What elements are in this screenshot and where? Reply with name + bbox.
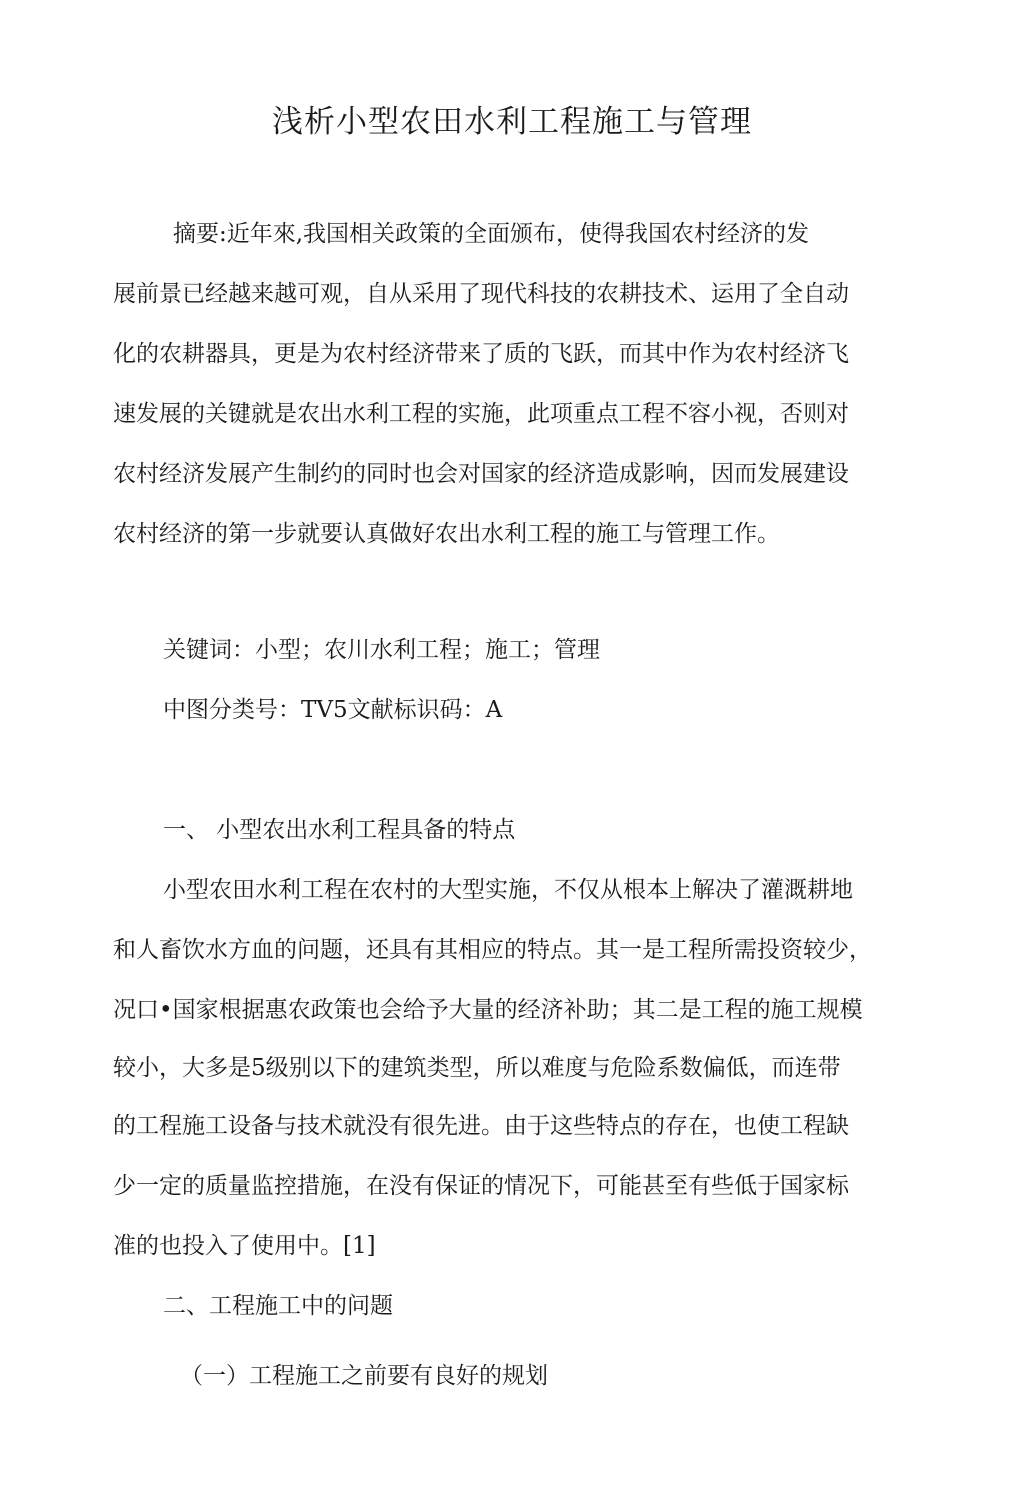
abstract-line: 农村经济发展产生制约的同时也会对国家的经济造成影响，因而发展建设 (113, 461, 849, 487)
body-line: 少一定的质量监控措施，在没有保证的情况下，可能甚至有些低于国家标 (113, 1173, 849, 1199)
subsection-heading: （一）工程施工之前要有良好的规划 (180, 1363, 548, 1389)
body-line: 的工程施工设备与技术就没有很先进。由于这些特点的存在，也使工程缺 (113, 1113, 849, 1139)
body-line: 小型农田水利工程在农村的大型实施，不仅从根本上解决了灌溉耕地 (163, 877, 853, 903)
abstract-line: 速发展的关键就是农出水利工程的实施，此项重点工程不容小视，否则对 (113, 401, 849, 427)
section-heading: 一、 小型农出水利工程具备的特点 (163, 817, 516, 843)
section-heading: 二、工程施工中的问题 (163, 1293, 393, 1319)
body-line: 较小，大多是5级别以下的建筑类型，所以难度与危险系数偏低，而连带 (113, 1055, 841, 1081)
body-line: 和人畜饮水方血的问题，还具有其相应的特点。其一是工程所需投资较少， (113, 937, 872, 963)
abstract-line: 化的农耕器具，更是为农村经济带来了质的飞跃，而其中作为农村经济飞 (113, 341, 849, 367)
abstract-line: 农村经济的第一步就要认真做好农出水利工程的施工与管理工作。 (113, 521, 780, 547)
document-title: 浅析小型农田水利工程施工与管理 (272, 104, 752, 140)
body-line: 准的也投入了使用中。[1] (113, 1233, 376, 1259)
body-line: 况口•国家根据惠农政策也会给予大量的经济补助；其二是工程的施工规模 (113, 997, 863, 1023)
abstract-line: 摘要:近年來,我国相关政策的全面颁布，使得我国农村经济的发 (173, 221, 810, 247)
abstract-line: 展前景已经越来越可观，自从采用了现代科技的农耕技术、运用了全自动 (113, 281, 849, 307)
classification: 中图分类号：TV5文献标识码：A (163, 697, 503, 723)
keywords: 关键词：小型；农川水利工程；施工；管理 (163, 637, 600, 663)
